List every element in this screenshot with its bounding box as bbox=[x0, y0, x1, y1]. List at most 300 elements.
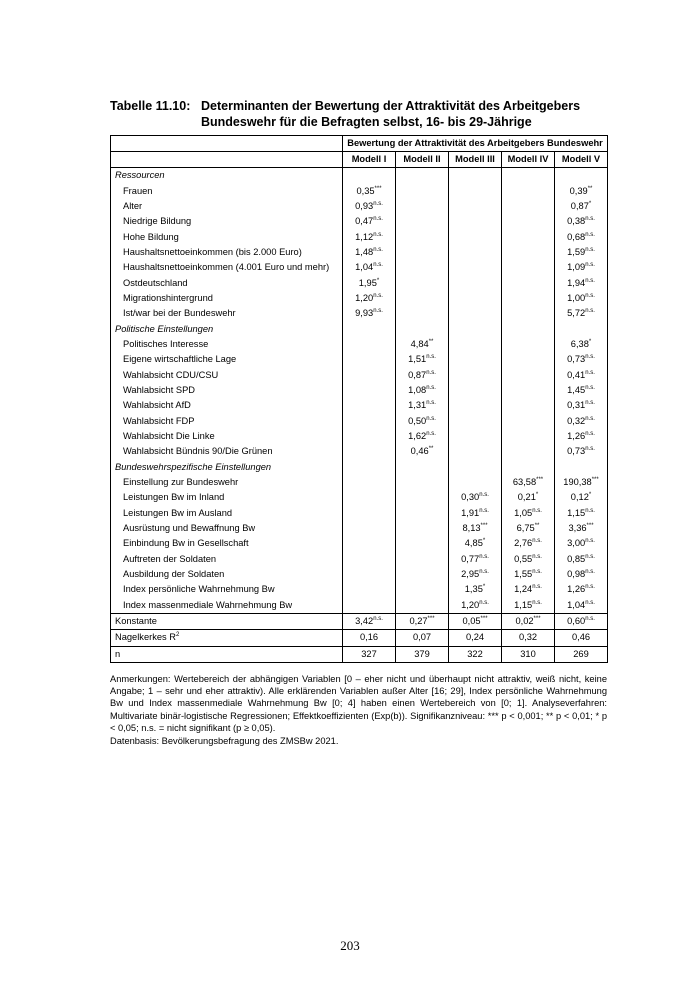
significance-marker: n.s. bbox=[585, 292, 595, 299]
value-cell bbox=[396, 306, 449, 321]
significance-marker: n.s. bbox=[373, 216, 383, 223]
value-cell bbox=[396, 398, 449, 413]
coefficient: 3,42 bbox=[355, 616, 374, 627]
value-cell bbox=[396, 260, 449, 275]
coefficient: 6,75 bbox=[516, 523, 535, 534]
header-col-modell-4: Modell IV bbox=[502, 152, 555, 168]
value-cell bbox=[555, 414, 608, 429]
coefficient: 1,20 bbox=[355, 292, 374, 303]
value-cell bbox=[502, 536, 555, 551]
significance-marker: n.s. bbox=[585, 446, 595, 453]
value-cell bbox=[449, 490, 502, 505]
value-cell bbox=[343, 275, 396, 290]
value-cell bbox=[555, 383, 608, 398]
value-cell bbox=[396, 321, 449, 336]
coefficient: 1,09 bbox=[567, 262, 586, 273]
value-cell bbox=[502, 444, 555, 459]
value-cell bbox=[449, 229, 502, 244]
table-row bbox=[111, 383, 608, 398]
row-label bbox=[111, 383, 343, 398]
row-label bbox=[111, 598, 343, 614]
value-cell bbox=[449, 598, 502, 614]
data-source: Datenbasis: Bevölkerungsbefragung des ZMSBw 2021. bbox=[110, 736, 339, 746]
value-cell bbox=[449, 168, 502, 184]
table-notes: Anmerkungen: Wertebereich der abhängigen Variablen [0 – eher nicht und überhaupt nicht attraktiv, weiß nicht, keine Angabe; 1 – sehr und eher attraktiv). Alle erklärenden Variablen außer Alter [16; 29], Index persönliche Wahrnehmung Bw und Index massenmediale Wahrnehmung Bw [0; 4] haben einen Wertebereich von [0; 1]. Analyseverfahren: Multivariate binär-logistische Regressionen; Effektkoeffizienten (Exp(b)). Signifikanzniveau: *** p < 0,001; ** p < 0,01; * p < 0,05; n.s. = nicht signifikant (p ≥ 0,05). bbox=[110, 674, 607, 733]
significance-marker: n.s. bbox=[373, 262, 383, 269]
value-cell bbox=[343, 398, 396, 413]
value-cell bbox=[502, 460, 555, 475]
row-label bbox=[111, 183, 343, 198]
coefficient: 1,12 bbox=[355, 231, 374, 242]
coefficient: 0,21 bbox=[517, 492, 536, 503]
value-cell bbox=[502, 630, 555, 646]
value-cell bbox=[555, 260, 608, 275]
value-cell bbox=[502, 214, 555, 229]
value-cell bbox=[502, 506, 555, 521]
value-cell bbox=[502, 260, 555, 275]
significance-marker: n.s. bbox=[585, 584, 595, 591]
table-row bbox=[111, 199, 608, 214]
row-label bbox=[111, 429, 343, 444]
value-cell bbox=[502, 398, 555, 413]
value-cell bbox=[555, 567, 608, 582]
table-row bbox=[111, 414, 608, 429]
value-cell bbox=[449, 260, 502, 275]
value-cell bbox=[396, 352, 449, 367]
row-label bbox=[111, 552, 343, 567]
value-cell bbox=[343, 630, 396, 646]
coefficient: 190,38 bbox=[563, 477, 592, 488]
value-cell bbox=[396, 613, 449, 629]
value-cell bbox=[343, 536, 396, 551]
value-cell bbox=[555, 646, 608, 662]
table-row bbox=[111, 521, 608, 536]
value-cell bbox=[396, 291, 449, 306]
value-cell bbox=[555, 506, 608, 521]
significance-marker: n.s. bbox=[585, 384, 595, 391]
value-cell bbox=[343, 383, 396, 398]
table-row bbox=[111, 475, 608, 490]
coefficient: 1,24 bbox=[514, 584, 533, 595]
value-cell bbox=[449, 367, 502, 382]
table-row bbox=[111, 260, 608, 275]
row-label-text: Einbindung Bw in Gesellschaft bbox=[123, 538, 249, 549]
row-label bbox=[111, 337, 343, 352]
coefficient: 5,72 bbox=[567, 308, 586, 319]
significance-marker: n.s. bbox=[373, 246, 383, 253]
table-row bbox=[111, 567, 608, 582]
significance-marker: * bbox=[588, 492, 592, 499]
value-cell bbox=[502, 275, 555, 290]
significance-marker: *** bbox=[536, 477, 544, 484]
coefficient: 9,93 bbox=[355, 308, 374, 319]
coefficient: 1,26 bbox=[567, 431, 586, 442]
row-label-text: Einstellung zur Bundeswehr bbox=[123, 477, 239, 488]
row-label-text: Konstante bbox=[115, 616, 157, 627]
value-cell bbox=[449, 582, 502, 597]
value-cell bbox=[555, 398, 608, 413]
value-cell bbox=[343, 183, 396, 198]
header-columns-row bbox=[111, 152, 608, 168]
coefficient: 0,47 bbox=[355, 216, 374, 227]
value-cell bbox=[396, 245, 449, 260]
significance-marker: n.s. bbox=[479, 507, 489, 514]
significance-marker: n.s. bbox=[585, 354, 595, 361]
coefficient: 269 bbox=[573, 648, 589, 659]
value-cell bbox=[555, 291, 608, 306]
value-cell bbox=[449, 214, 502, 229]
coefficient: 0,16 bbox=[359, 632, 379, 643]
value-cell bbox=[396, 521, 449, 536]
header-empty-cell bbox=[111, 136, 343, 152]
coefficient: 1,26 bbox=[567, 584, 586, 595]
coefficient: 0,46 bbox=[410, 446, 429, 457]
value-cell bbox=[502, 429, 555, 444]
table-row bbox=[111, 306, 608, 321]
row-label-text: Leistungen Bw im Ausland bbox=[123, 507, 233, 518]
value-cell bbox=[343, 306, 396, 321]
value-cell bbox=[449, 321, 502, 336]
value-cell bbox=[396, 383, 449, 398]
table-row bbox=[111, 229, 608, 244]
value-cell bbox=[555, 275, 608, 290]
coefficient: 0,68 bbox=[567, 231, 586, 242]
coefficient: 0,87 bbox=[570, 200, 589, 211]
row-label-text: Ist/war bei der Bundeswehr bbox=[123, 308, 236, 319]
row-label bbox=[111, 291, 343, 306]
row-label-text: Alter bbox=[123, 200, 143, 211]
value-cell bbox=[449, 275, 502, 290]
value-cell bbox=[502, 367, 555, 382]
significance-marker: n.s. bbox=[426, 415, 436, 422]
significance-marker: * bbox=[482, 538, 486, 545]
value-cell bbox=[396, 367, 449, 382]
value-cell bbox=[396, 646, 449, 662]
significance-marker: ** bbox=[587, 185, 593, 192]
row-label-text: Politisches Interesse bbox=[123, 338, 209, 349]
value-cell bbox=[396, 490, 449, 505]
row-label bbox=[111, 275, 343, 290]
row-label bbox=[111, 352, 343, 367]
coefficient: 0,24 bbox=[465, 632, 485, 643]
table-caption: Determinanten der Bewertung der Attraktivität des Arbeitgebers Bundeswehr für die Befragten selbst, 16- bis 29-Jährige bbox=[201, 99, 581, 129]
value-cell bbox=[449, 306, 502, 321]
significance-marker: *** bbox=[374, 185, 382, 192]
value-cell bbox=[555, 245, 608, 260]
significance-marker: n.s. bbox=[532, 584, 542, 591]
value-cell bbox=[343, 521, 396, 536]
coefficient: 1,48 bbox=[355, 246, 374, 257]
significance-marker: n.s. bbox=[532, 538, 542, 545]
row-label-text: Index persönliche Wahrnehmung Bw bbox=[123, 584, 275, 595]
value-cell bbox=[555, 183, 608, 198]
label-superscript: 2 bbox=[175, 632, 180, 639]
table-row bbox=[111, 598, 608, 614]
value-cell bbox=[343, 444, 396, 459]
value-cell bbox=[449, 398, 502, 413]
table-row bbox=[111, 398, 608, 413]
value-cell bbox=[343, 199, 396, 214]
row-label-text: Niedrige Bildung bbox=[123, 216, 192, 227]
value-cell bbox=[502, 352, 555, 367]
coefficient: 0,30 bbox=[461, 492, 480, 503]
significance-marker: n.s. bbox=[585, 599, 595, 606]
value-cell bbox=[343, 291, 396, 306]
value-cell bbox=[396, 199, 449, 214]
table-row bbox=[111, 352, 608, 367]
value-cell bbox=[449, 536, 502, 551]
value-cell bbox=[449, 506, 502, 521]
value-cell bbox=[502, 168, 555, 184]
row-label-text: Ausrüstung und Bewaffnung Bw bbox=[123, 523, 256, 534]
section-row bbox=[111, 460, 608, 475]
header-group-row bbox=[111, 136, 608, 152]
coefficient: 6,38 bbox=[570, 338, 589, 349]
coefficient: 1,45 bbox=[567, 384, 586, 395]
value-cell bbox=[343, 646, 396, 662]
coefficient: 1,31 bbox=[408, 400, 427, 411]
significance-marker: n.s. bbox=[585, 216, 595, 223]
row-label-text: Frauen bbox=[123, 185, 153, 196]
row-label-text: n bbox=[115, 648, 121, 659]
row-label bbox=[111, 367, 343, 382]
coefficient: 0,77 bbox=[461, 553, 480, 564]
row-label-text: Hohe Bildung bbox=[123, 231, 179, 242]
coefficient: 0,73 bbox=[567, 354, 586, 365]
coefficient: 0,31 bbox=[567, 400, 586, 411]
value-cell bbox=[502, 582, 555, 597]
value-cell bbox=[555, 229, 608, 244]
value-cell bbox=[555, 352, 608, 367]
section-label bbox=[111, 460, 343, 475]
significance-marker: ** bbox=[428, 338, 434, 345]
value-cell bbox=[449, 567, 502, 582]
row-label-text: Wahlabsicht Die Linke bbox=[123, 431, 215, 442]
coefficient: 1,20 bbox=[461, 599, 480, 610]
value-cell bbox=[396, 229, 449, 244]
value-cell bbox=[502, 414, 555, 429]
coefficient: 4,84 bbox=[410, 338, 429, 349]
value-cell bbox=[396, 506, 449, 521]
value-cell bbox=[555, 321, 608, 336]
table-row bbox=[111, 613, 608, 629]
value-cell bbox=[396, 414, 449, 429]
coefficient: 1,91 bbox=[461, 507, 480, 518]
coefficient: 1,94 bbox=[567, 277, 586, 288]
row-label-text: Ressourcen bbox=[115, 170, 165, 181]
value-cell bbox=[343, 337, 396, 352]
value-cell bbox=[396, 567, 449, 582]
coefficient: 0,55 bbox=[514, 553, 533, 564]
coefficient: 0,46 bbox=[571, 632, 591, 643]
value-cell bbox=[449, 646, 502, 662]
coefficient: 1,15 bbox=[514, 599, 533, 610]
header-col-modell-5: Modell V bbox=[555, 152, 608, 168]
coefficient: 1,55 bbox=[514, 569, 533, 580]
row-label bbox=[111, 646, 343, 662]
value-cell bbox=[343, 598, 396, 614]
value-cell bbox=[555, 475, 608, 490]
significance-marker: n.s. bbox=[585, 369, 595, 376]
value-cell bbox=[555, 337, 608, 352]
value-cell bbox=[343, 245, 396, 260]
coefficient: 63,58 bbox=[512, 477, 537, 488]
section-row bbox=[111, 321, 608, 336]
coefficient: 4,85 bbox=[464, 538, 483, 549]
value-cell bbox=[555, 214, 608, 229]
significance-marker: * bbox=[588, 200, 592, 207]
value-cell bbox=[396, 337, 449, 352]
row-label bbox=[111, 444, 343, 459]
row-label-text: Wahlabsicht AfD bbox=[123, 400, 191, 411]
coefficient: 1,05 bbox=[514, 507, 533, 518]
significance-marker: n.s. bbox=[426, 384, 436, 391]
significance-marker: n.s. bbox=[479, 553, 489, 560]
row-label bbox=[111, 414, 343, 429]
significance-marker: n.s. bbox=[479, 569, 489, 576]
significance-marker: * bbox=[588, 338, 592, 345]
table-row bbox=[111, 275, 608, 290]
coefficient: 310 bbox=[520, 648, 536, 659]
value-cell bbox=[502, 475, 555, 490]
coefficient: 1,62 bbox=[408, 431, 427, 442]
value-cell bbox=[396, 552, 449, 567]
value-cell bbox=[502, 183, 555, 198]
table-row bbox=[111, 245, 608, 260]
value-cell bbox=[555, 168, 608, 184]
significance-marker: n.s. bbox=[585, 431, 595, 438]
coefficient: 0,07 bbox=[412, 632, 432, 643]
coefficient: 379 bbox=[414, 648, 430, 659]
page-number: 203 bbox=[340, 938, 360, 953]
value-cell bbox=[449, 383, 502, 398]
row-label-text: Wahlabsicht Bündnis 90/Die Grünen bbox=[123, 446, 273, 457]
row-label-text: Haushaltsnettoeinkommen (4.001 Euro und mehr) bbox=[123, 262, 330, 273]
row-label bbox=[111, 567, 343, 582]
row-label-text: Eigene wirtschaftliche Lage bbox=[123, 354, 237, 365]
significance-marker: n.s. bbox=[479, 492, 489, 499]
significance-marker: *** bbox=[533, 616, 541, 623]
value-cell bbox=[449, 183, 502, 198]
significance-marker: *** bbox=[480, 523, 488, 530]
row-label bbox=[111, 521, 343, 536]
coefficient: 1,51 bbox=[408, 354, 427, 365]
value-cell bbox=[502, 229, 555, 244]
coefficient: 2,76 bbox=[514, 538, 533, 549]
significance-marker: n.s. bbox=[585, 569, 595, 576]
value-cell bbox=[396, 444, 449, 459]
row-label-text: Auftreten der Soldaten bbox=[123, 553, 217, 564]
table-row bbox=[111, 582, 608, 597]
row-label bbox=[111, 475, 343, 490]
header-col-modell-2: Modell II bbox=[396, 152, 449, 168]
regression-table bbox=[110, 135, 608, 663]
table-row bbox=[111, 367, 608, 382]
coefficient: 2,95 bbox=[461, 569, 480, 580]
coefficient: 0,60 bbox=[567, 616, 586, 627]
coefficient: 322 bbox=[467, 648, 483, 659]
row-label bbox=[111, 245, 343, 260]
row-label-text: Wahlabsicht FDP bbox=[123, 415, 195, 426]
value-cell bbox=[555, 306, 608, 321]
row-label-text: Index massenmediale Wahrnehmung Bw bbox=[123, 599, 293, 610]
value-cell bbox=[343, 367, 396, 382]
table-row bbox=[111, 183, 608, 198]
coefficient: 1,59 bbox=[567, 246, 586, 257]
value-cell bbox=[502, 490, 555, 505]
coefficient: 0,32 bbox=[518, 632, 538, 643]
significance-marker: n.s. bbox=[585, 262, 595, 269]
value-cell bbox=[343, 582, 396, 597]
coefficient: 1,08 bbox=[408, 384, 427, 395]
significance-marker: *** bbox=[591, 477, 599, 484]
value-cell bbox=[396, 582, 449, 597]
row-label bbox=[111, 398, 343, 413]
value-cell bbox=[343, 567, 396, 582]
value-cell bbox=[502, 199, 555, 214]
significance-marker: n.s. bbox=[373, 231, 383, 238]
significance-marker: * bbox=[376, 277, 380, 284]
value-cell bbox=[555, 367, 608, 382]
value-cell bbox=[449, 521, 502, 536]
value-cell bbox=[396, 598, 449, 614]
header-empty-cell bbox=[111, 152, 343, 168]
table-row bbox=[111, 506, 608, 521]
row-label bbox=[111, 506, 343, 521]
row-label-text: Nagelkerkes R bbox=[115, 632, 176, 643]
value-cell bbox=[449, 552, 502, 567]
significance-marker: *** bbox=[427, 616, 435, 623]
value-cell bbox=[502, 598, 555, 614]
significance-marker: n.s. bbox=[426, 400, 436, 407]
significance-marker: n.s. bbox=[585, 415, 595, 422]
value-cell bbox=[502, 291, 555, 306]
value-cell bbox=[502, 613, 555, 629]
table-row bbox=[111, 490, 608, 505]
value-cell bbox=[396, 168, 449, 184]
significance-marker: n.s. bbox=[426, 369, 436, 376]
value-cell bbox=[502, 337, 555, 352]
value-cell bbox=[449, 199, 502, 214]
row-label bbox=[111, 490, 343, 505]
significance-marker: ** bbox=[534, 523, 540, 530]
table-row bbox=[111, 214, 608, 229]
coefficient: 0,02 bbox=[515, 616, 534, 627]
header-col-modell-1: Modell I bbox=[343, 152, 396, 168]
coefficient: 8,13 bbox=[462, 523, 481, 534]
value-cell bbox=[449, 460, 502, 475]
coefficient: 0,87 bbox=[408, 369, 427, 380]
coefficient: 0,38 bbox=[567, 216, 586, 227]
value-cell bbox=[502, 306, 555, 321]
value-cell bbox=[449, 429, 502, 444]
significance-marker: n.s. bbox=[373, 616, 383, 623]
coefficient: 0,35 bbox=[356, 185, 375, 196]
row-label bbox=[111, 229, 343, 244]
coefficient: 0,73 bbox=[567, 446, 586, 457]
row-label-text: Wahlabsicht SPD bbox=[123, 384, 195, 395]
value-cell bbox=[396, 630, 449, 646]
value-cell bbox=[343, 429, 396, 444]
value-cell bbox=[449, 444, 502, 459]
row-label-text: Politische Einstellungen bbox=[115, 323, 214, 334]
section-label bbox=[111, 321, 343, 336]
significance-marker: n.s. bbox=[373, 200, 383, 207]
value-cell bbox=[555, 536, 608, 551]
value-cell bbox=[449, 337, 502, 352]
value-cell bbox=[343, 260, 396, 275]
value-cell bbox=[502, 567, 555, 582]
